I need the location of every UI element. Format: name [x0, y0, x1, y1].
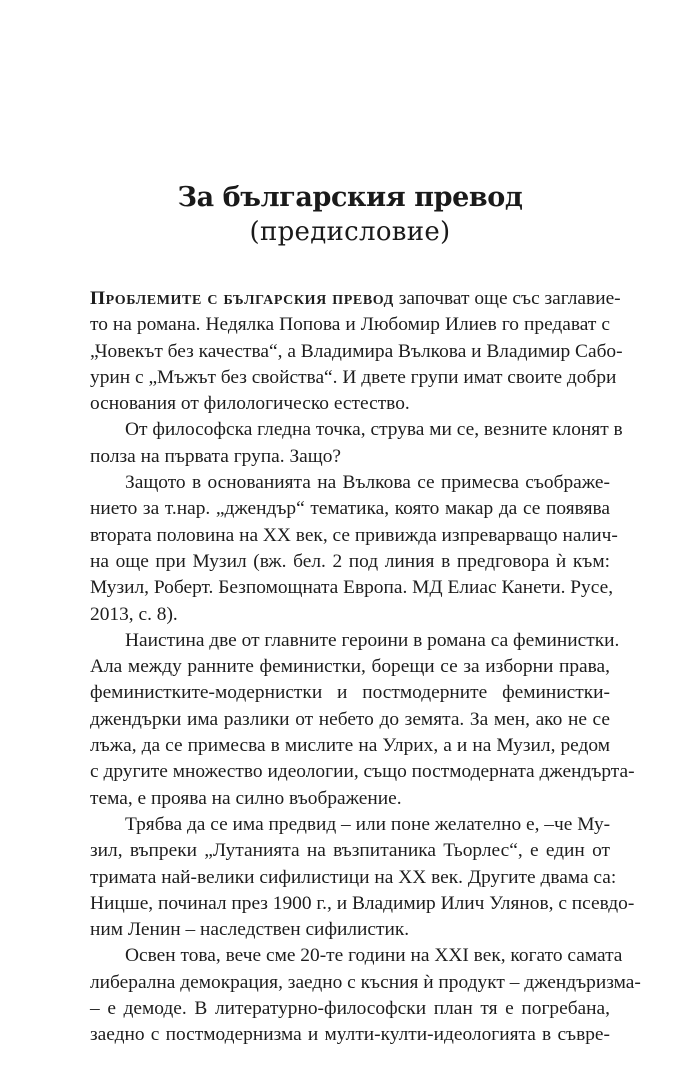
text-line: с другите множество идеологии, също постмодерната джендърта-: [90, 761, 635, 783]
text-line: ним Ленин – наследствен сифилистик.: [90, 919, 410, 941]
text-line: – е демоде. В литературно-философски план тя е погребана,: [90, 998, 610, 1020]
text-line-rest: започват още със заглавие-: [393, 288, 621, 309]
text-line: Освен това, вече сме 20-те години на ХХI век, когато самата: [125, 945, 623, 967]
text-line: зил, въпреки „Лутанията на възпитаника Тьорлес“, е един от: [90, 840, 610, 862]
text-line: втората половина на ХХ век, се привижда изпреварващо налич-: [90, 524, 618, 546]
text-line: Музил, Роберт. Безпомощната Европа. МД Елиас Канети. Русе,: [90, 577, 614, 599]
chapter-subtitle: (предисловие): [249, 217, 451, 247]
text-line: на още при Музил (вж. бел. 2 под линия в предговора ѝ към:: [90, 550, 610, 572]
text-line: тема, е проява на силно въображение.: [90, 787, 402, 809]
text-line: джендърки има разлики от небето до земята. За мен, ако не се: [90, 708, 610, 730]
text-line: нието за т.нар. „джендър“ тематика, която макар да се появява: [90, 498, 610, 520]
text-line: Защото в основанията на Вълкова се примесва съображе-: [125, 472, 610, 494]
text-line: заедно с постмодернизма и мулти-култи-идеологията в съвре-: [90, 1024, 610, 1046]
paragraph-2: [90, 417, 623, 470]
paragraph-5: [90, 812, 635, 943]
text-line: лъжа, да се примесва в мислите на Улрих, а и на Музил, редом: [90, 735, 610, 757]
paragraph-3: [90, 470, 618, 628]
body-text: [90, 286, 641, 1049]
text-line: „Човекът без качества“, а Владимира Вълкова и Владимир Сабо-: [90, 340, 623, 362]
text-line: либерална демокрация, заедно с късния ѝ продукт – джендъризма-: [90, 971, 641, 993]
chapter-title: За българския превод: [177, 182, 523, 213]
text-line: основания от филологическо естество.: [90, 393, 410, 415]
text-line: Наистина две от главните героини в романа са феминистки.: [125, 629, 620, 651]
text-line: Трябва да се има предвид – или поне желателно е, –че Му-: [125, 813, 611, 835]
text-line: полза на първата група. Защо?: [90, 445, 342, 467]
text-line: [90, 286, 621, 312]
text-line: урин с „Мъжът без свойства“. И двете групи имат своите добри: [90, 366, 617, 388]
text-line: то на романа. Недялка Попова и Любомир Илиев го предават с: [90, 314, 610, 336]
paragraph-4: [90, 628, 635, 812]
text-line: Ала между ранните феминистки, борещи се за изборни права,: [90, 656, 610, 678]
text-line: От философска гледна точка, струва ми се, везните клонят в: [125, 419, 623, 441]
paragraph-1: [90, 286, 623, 417]
text-line: Ницше, починал през 1900 г., и Владимир Илич Улянов, с псевдо-: [90, 892, 635, 914]
text-line: тримата най-велики сифилистици на ХХ век. Другите двама са:: [90, 866, 617, 888]
text-line: феминистките-модернистки и постмодерните феминистки-: [90, 682, 610, 704]
text-line: 2013, с. 8).: [90, 603, 178, 625]
lead-phrase: Проблемите с българския превод: [90, 288, 394, 309]
paragraph-6: [90, 943, 641, 1048]
